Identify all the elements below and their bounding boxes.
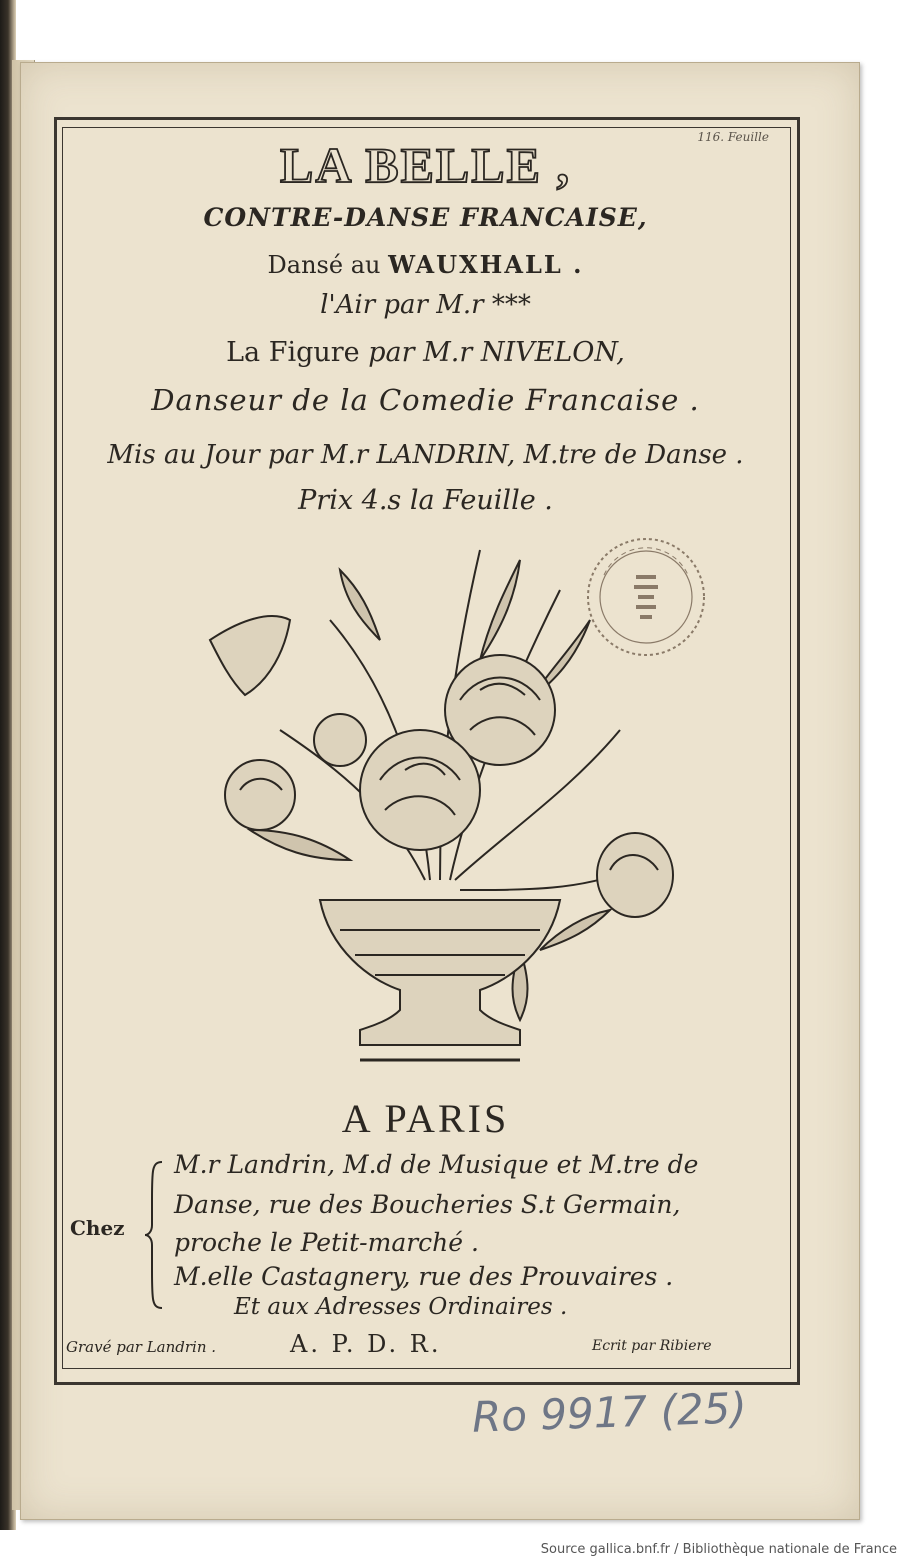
figure-prefix: La Figure xyxy=(226,337,360,368)
chez-label: Chez xyxy=(70,1216,125,1240)
imprint-city: A PARIS xyxy=(341,1096,510,1141)
choreographer-line xyxy=(62,337,789,368)
address-line: proche le Petit-marché . xyxy=(174,1228,479,1257)
venue-name: WAUXHALL . xyxy=(388,250,584,279)
flower-vase-engraving-icon xyxy=(190,530,690,1075)
address-line: M.r Landrin, M.d de Musique et M.tre de xyxy=(174,1150,699,1179)
dancer-line: Danseur de la Comedie Francaise . xyxy=(151,383,700,417)
venue-prefix: Dansé au xyxy=(267,251,381,279)
page-title: LA BELLE , xyxy=(280,137,571,193)
other-addresses: Et aux Adresses Ordinaires . xyxy=(234,1294,568,1320)
figure-author: par M.r NIVELON, xyxy=(368,337,625,368)
privilege-mark: A. P. D. R. xyxy=(290,1330,442,1358)
address-line: Danse, rue des Boucheries S.t Germain, xyxy=(174,1190,681,1219)
price-line: Prix 4.s la Feuille . xyxy=(298,485,553,516)
subtitle: CONTRE-DANSE FRANCAISE, xyxy=(203,203,648,232)
writer-credit: Ecrit par Ribiere xyxy=(592,1338,712,1354)
publisher-line: Mis au Jour par M.r LANDRIN, M.tre de Danse . xyxy=(107,440,744,470)
shelfmark: Ro 9917 (25) xyxy=(471,1383,748,1442)
sheet-number: 116. Feuille xyxy=(697,130,769,144)
engraver-credit: Gravé par Landrin . xyxy=(66,1338,217,1356)
composer-line: l'Air par M.r *** xyxy=(320,290,531,320)
venue-line xyxy=(62,250,789,279)
address-line: M.elle Castagnery, rue des Prouvaires . xyxy=(174,1262,674,1291)
brace-icon xyxy=(144,1160,164,1310)
source-credit: Source gallica.bnf.fr / Bibliothèque nationale de France xyxy=(540,1542,897,1557)
